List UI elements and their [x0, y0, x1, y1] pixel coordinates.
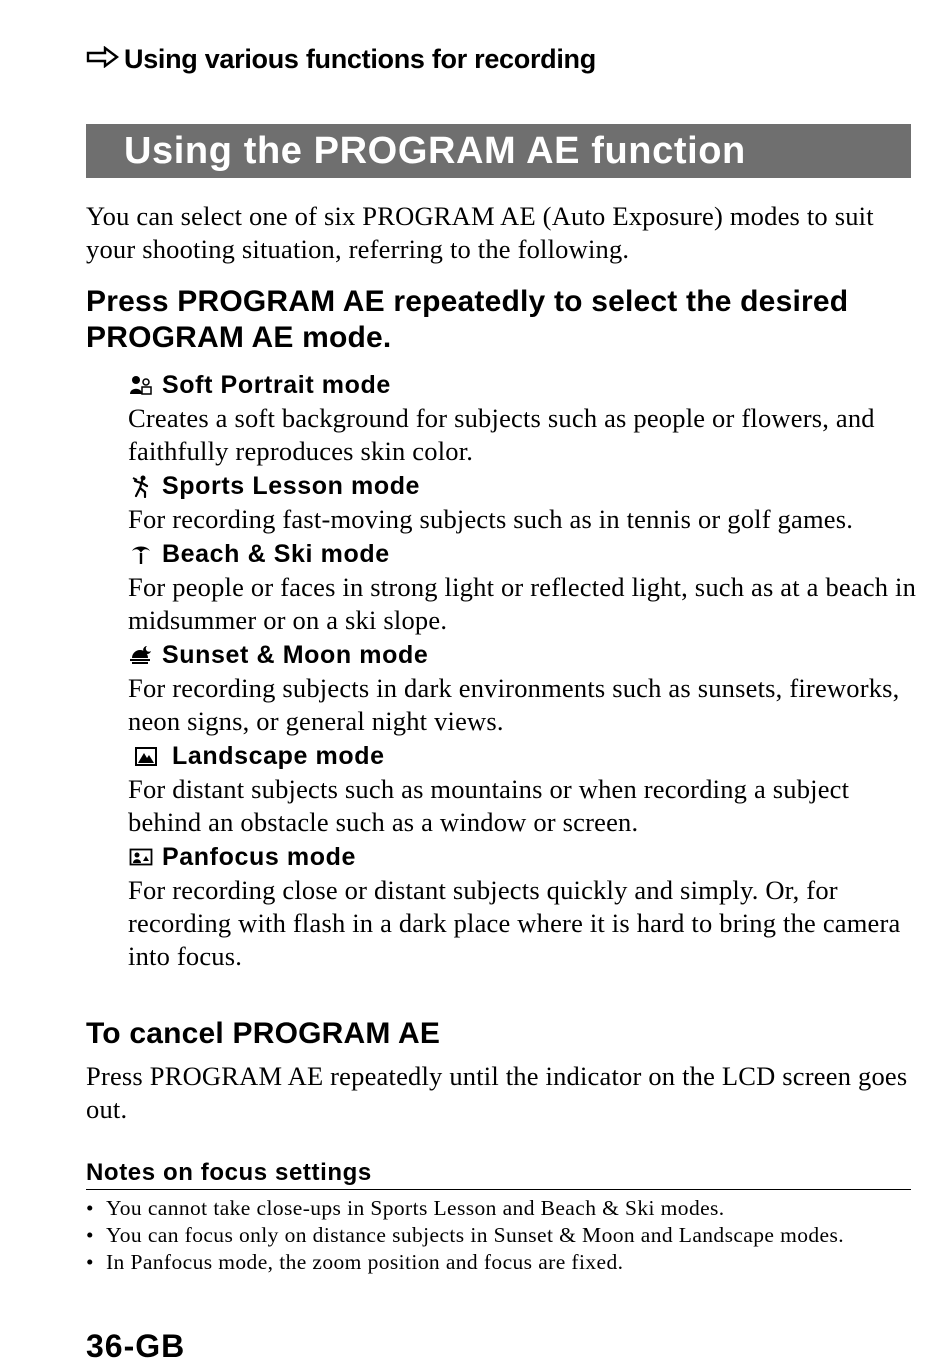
mode-description: For people or faces in strong light or reflected light, such as at a beach in midsummer or on a ski slope.: [128, 572, 917, 635]
cancel-text: Press PROGRAM AE repeatedly until the indicator on the LCD screen goes out.: [86, 1061, 908, 1124]
soft-portrait-icon: [128, 372, 154, 398]
beach-ski-icon: [128, 541, 154, 567]
page-title: Using the PROGRAM AE function: [86, 124, 911, 178]
mode-description: Creates a soft background for subjects such as people or flowers, and faithfully reproduces skin color.: [128, 403, 875, 466]
mode-item-beach-ski: [128, 537, 918, 637]
section-header: [86, 44, 596, 75]
mode-description: For recording close or distant subjects quickly and simply. Or, for recording with flash in a dark place where it is hard to bring the camera into focus.: [128, 875, 901, 971]
list-item: [86, 1222, 916, 1249]
page-number: 36-GB: [86, 1328, 186, 1364]
mode-item-panfocus: [128, 840, 918, 973]
bullet: •: [86, 1223, 94, 1247]
mode-list: [128, 368, 918, 974]
list-item: [86, 1249, 916, 1276]
intro-paragraph: You can select one of six PROGRAM AE (Auto Exposure) modes to suit your shooting situation, referring to the following.: [86, 201, 874, 264]
mode-title: Sports Lesson mode: [162, 471, 421, 500]
note-text: You cannot take close-ups in Sports Lesson and Beach & Ski modes.: [106, 1196, 725, 1220]
notes-list: [86, 1195, 916, 1276]
mode-item-soft-portrait: [128, 368, 918, 468]
panfocus-icon: [128, 844, 154, 870]
sunset-moon-icon: [128, 642, 154, 668]
arrow-right-outline-icon: [86, 44, 124, 75]
landscape-icon: [128, 743, 164, 769]
list-item: [86, 1195, 916, 1222]
mode-title: Soft Portrait mode: [162, 370, 391, 399]
mode-item-sunset-moon: [128, 638, 918, 738]
step-heading: Press PROGRAM AE repeatedly to select the desired PROGRAM AE mode.: [86, 285, 849, 354]
mode-title: Landscape mode: [172, 741, 385, 770]
notes-heading: Notes on focus settings: [86, 1157, 911, 1190]
mode-title: Sunset & Moon mode: [162, 640, 429, 669]
mode-item-landscape: [128, 739, 918, 839]
mode-description: For recording fast-moving subjects such as in tennis or golf games.: [128, 504, 854, 534]
mode-item-sports-lesson: [128, 469, 918, 536]
bullet: •: [86, 1196, 94, 1220]
cancel-heading: To cancel PROGRAM AE: [86, 1017, 441, 1050]
mode-description: For distant subjects such as mountains or when recording a subject behind an obstacle such as a window or screen.: [128, 774, 850, 837]
note-text: In Panfocus mode, the zoom position and focus are fixed.: [106, 1250, 624, 1274]
sports-lesson-icon: [128, 473, 154, 499]
bullet: •: [86, 1250, 94, 1274]
section-header-label: Using various functions for recording: [124, 44, 596, 74]
mode-title: Panfocus mode: [162, 842, 356, 871]
note-text: You can focus only on distance subjects in Sunset & Moon and Landscape modes.: [106, 1223, 845, 1247]
mode-title: Beach & Ski mode: [162, 539, 390, 568]
mode-description: For recording subjects in dark environments such as sunsets, fireworks, neon signs, or general night views.: [128, 673, 900, 736]
